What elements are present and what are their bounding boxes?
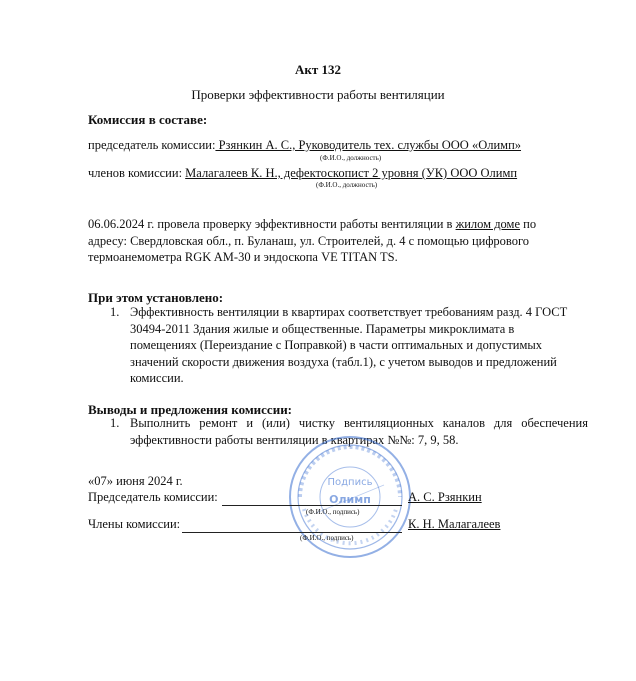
- conclusions-heading: Выводы и предложения комиссии:: [88, 402, 293, 417]
- chair-value: Рзянкин А. С., Руководитель тех. службы ООО «Олимп»: [215, 138, 522, 152]
- findings-line: Эффективность вентиляции в квартирах соответствует требованиям разд. 4 ГОСТ: [130, 305, 568, 319]
- findings-number: 1.: [110, 305, 120, 319]
- chair-sign-caption: (Ф.И.О., подпись): [306, 508, 360, 516]
- findings-line: значений скорости движения воздуха (табл.1), с учетом выводов и предложений: [130, 354, 557, 369]
- chair-sign-name: А. С. Рзянкин: [408, 490, 482, 504]
- chair-sign-label: Председатель комиссии:: [88, 490, 218, 504]
- members-prefix: членов комиссии:: [88, 166, 183, 180]
- chair-line: [88, 138, 521, 153]
- sign-date: «07» июня 2024 г.: [88, 474, 183, 488]
- chair-prefix: председатель комиссии:: [88, 138, 216, 152]
- act-subtitle: Проверки эффективности работы вентиляции: [191, 87, 445, 102]
- members-value: Малагалеев К. Н., дефектоскопист 2 уровня (УК) ООО Олимп: [185, 166, 518, 180]
- stamp-text-mid: Олимп: [329, 493, 371, 506]
- members-sign-line: [182, 532, 402, 533]
- findings-heading: При этом установлено:: [88, 290, 224, 305]
- intro-paragraph: [88, 216, 558, 266]
- intro-link: жилом доме: [455, 217, 521, 231]
- intro-line-2: адресу: Свердловская обл., п. Буланаш, ул. Строителей, д. 4 с помощью цифрового: [88, 233, 530, 248]
- conclusions-line-1: Выполнить ремонт и (или) чистку вентиляционных каналов для обеспечения: [130, 416, 588, 430]
- stamp-text-top: Подпись: [327, 477, 373, 488]
- act-title: Акт 132: [294, 62, 341, 77]
- members-line: [88, 166, 517, 181]
- intro-line-3: термоанемометра RGK AM-30 и эндоскопа VE TITAN TS.: [88, 250, 398, 264]
- intro-line-1: 06.06.2024 г. провела проверку эффективности работы вентиляции в жилом доме по: [88, 217, 537, 231]
- members-sign-caption: (Ф.И.О., подпись): [300, 534, 354, 542]
- findings-line: комиссии.: [130, 371, 184, 385]
- members-sign-label: Члены комиссии:: [88, 517, 181, 531]
- commission-heading: Комиссия в составе:: [88, 112, 208, 127]
- members-caption: (Ф.И.О., должность): [316, 181, 378, 189]
- members-sign-name: К. Н. Малагалеев: [408, 517, 501, 531]
- findings-line: помещениях (Переиздание с Поправкой) в части оптимальных и допустимых: [130, 338, 543, 352]
- findings-line: 30494-2011 Здания жилые и общественные. Параметры микроклимата в: [130, 321, 515, 336]
- conclusions-number: 1.: [110, 416, 120, 430]
- conclusions-line-2: эффективности работы вентиляции в квартирах №№: 7, 9, 58.: [130, 432, 459, 447]
- chair-caption: (Ф.И.О., должность): [320, 154, 382, 162]
- chair-sign-line: [222, 505, 402, 506]
